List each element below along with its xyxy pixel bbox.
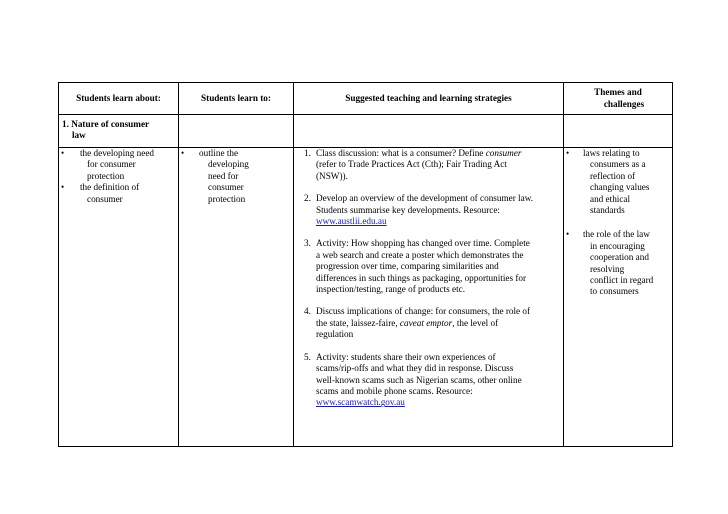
strategy-number: 1. bbox=[304, 148, 311, 158]
list-item bbox=[564, 229, 672, 297]
list-item-text: cooperation and bbox=[590, 252, 649, 263]
strategy-text: Develop an overview of the development of consumer law. bbox=[316, 193, 534, 204]
strategy-text-italic: caveat emptor bbox=[399, 317, 453, 328]
strategy-text: progression over time, comparing similarities and bbox=[316, 261, 499, 272]
learn-to-cell bbox=[179, 148, 294, 447]
header-row bbox=[59, 83, 673, 115]
list-item bbox=[179, 148, 293, 205]
syllabus-table bbox=[58, 82, 673, 447]
topic-empty-cell bbox=[179, 115, 294, 148]
list-item-text: changing values bbox=[590, 182, 650, 193]
list-item-text: consumer bbox=[87, 193, 123, 204]
list-item-text: and ethical bbox=[590, 193, 631, 204]
bullet-icon: • bbox=[181, 148, 185, 158]
list-item-text: developing bbox=[208, 159, 249, 170]
header-strategies: Suggested teaching and learning strategies bbox=[294, 83, 564, 115]
list-item-text: conflict in regard bbox=[590, 275, 654, 286]
strategy-item bbox=[294, 306, 563, 340]
strategy-text: scams/rip-offs and what they did in response. Discuss bbox=[316, 363, 514, 374]
austlii-link[interactable]: www.austlii.edu.au bbox=[316, 216, 387, 227]
strategy-number: 4. bbox=[304, 306, 311, 317]
strategy-text: (refer to Trade Practices Act (Cth); Fair Trading Act bbox=[316, 159, 507, 170]
bullet-icon: • bbox=[566, 229, 570, 240]
header-learn-to: Students learn to: bbox=[179, 83, 294, 115]
strategy-item bbox=[294, 193, 563, 227]
topic-empty-cell bbox=[564, 115, 673, 148]
learn-about-cell bbox=[59, 148, 179, 447]
topic-row bbox=[59, 115, 673, 148]
bullet-icon: • bbox=[566, 148, 570, 158]
themes-cell bbox=[564, 148, 673, 447]
scamwatch-link[interactable]: www.scamwatch.gov.au bbox=[316, 397, 405, 408]
content-row bbox=[59, 148, 673, 447]
list-item-text: consumer bbox=[208, 182, 244, 193]
strategy-text: Activity: How shopping has changed over time. Complete bbox=[316, 238, 530, 249]
list-item bbox=[59, 182, 178, 205]
list-item-text: in encouraging bbox=[590, 240, 645, 251]
list-item bbox=[59, 148, 178, 182]
header-themes-line2: challenges bbox=[603, 98, 645, 109]
strategy-text: Discuss implications of change: for consumers, the role of bbox=[316, 306, 531, 317]
topic-empty-cell bbox=[294, 115, 564, 148]
list-item-text: for consumer bbox=[87, 159, 136, 170]
strategy-number: 5. bbox=[304, 351, 311, 362]
strategy-text: , the level of bbox=[452, 317, 499, 328]
strategy-text: differences in such things as packaging, opportunities for bbox=[316, 272, 527, 283]
strategy-text: Students summarise key developments. Resource: bbox=[316, 204, 500, 215]
list-item-text: to consumers bbox=[590, 286, 639, 297]
strategy-text: Class discussion: what is a consumer? Define bbox=[316, 148, 486, 158]
list-item-text: the definition of bbox=[80, 182, 140, 193]
topic-title bbox=[59, 115, 179, 148]
list-item-text: need for bbox=[208, 170, 239, 181]
list-item-text: laws relating to bbox=[583, 148, 640, 158]
list-item-text: outline the bbox=[199, 148, 239, 158]
strategy-number: 2. bbox=[304, 193, 311, 204]
topic-line2: law bbox=[72, 130, 86, 141]
header-themes bbox=[564, 83, 673, 115]
list-item-text: the role of the law bbox=[583, 229, 650, 240]
topic-line1: 1. Nature of consumer bbox=[62, 119, 150, 129]
strategy-text: Activity: students share their own experiences of bbox=[316, 351, 496, 362]
bullet-icon: • bbox=[61, 148, 65, 158]
strategy-number: 3. bbox=[304, 238, 311, 249]
strategy-text: scams and mobile phone scams. Resource: bbox=[316, 385, 473, 396]
strategy-item bbox=[294, 352, 563, 409]
bullet-icon: • bbox=[61, 182, 65, 193]
header-themes-line1: Themes and bbox=[594, 87, 642, 98]
strategy-text: the state, laissez-faire, bbox=[316, 317, 400, 328]
strategy-text: a web search and create a poster which demonstrates the bbox=[316, 249, 524, 260]
strategy-text: regulation bbox=[316, 329, 354, 340]
list-item-text: protection bbox=[87, 170, 125, 181]
header-learn-about: Students learn about: bbox=[59, 83, 179, 115]
strategies-cell bbox=[294, 148, 564, 447]
list-item-text: protection bbox=[208, 193, 246, 204]
strategy-text: (NSW)). bbox=[316, 170, 348, 181]
list-item-text: reflection of bbox=[590, 170, 636, 181]
list-item-text: resolving bbox=[590, 263, 625, 274]
strategy-text-italic: consumer bbox=[485, 148, 522, 158]
strategy-text: well-known scams such as Nigerian scams, other online bbox=[316, 374, 522, 385]
strategy-text: inspection/testing, range of products etc. bbox=[316, 284, 466, 295]
strategy-item bbox=[294, 148, 563, 182]
list-item-text: standards bbox=[590, 205, 625, 216]
list-item-text: the developing need bbox=[80, 148, 154, 158]
list-item bbox=[564, 148, 672, 216]
strategy-item bbox=[294, 238, 563, 295]
list-item-text: consumers as a bbox=[590, 159, 646, 170]
